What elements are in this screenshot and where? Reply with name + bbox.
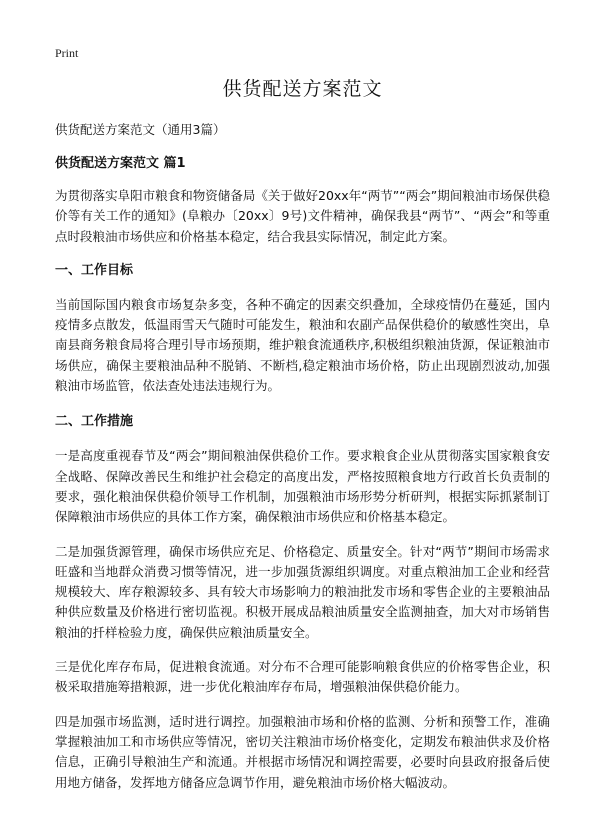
measure-paragraph-2: 二是加强货源管理，确保市场供应充足、价格稳定、质量安全。针对“两节”期间市场需求旺盛和当地群众消费习惯等情况，进一步加强货源组织调度。对重点粮油加工企业和经营规模较大、库存粮源较多、具有较大市场影响力的粮油批发市场和零售企业的主要粮油品种供应数量及价格进行密切监视。积极开展成品粮油质量安全监测抽查，加大对市场销售粮油的扦样检验力度，确保供应粮油质量安全。 <box>55 543 550 640</box>
measure-paragraph-1: 一是高度重视春节及“两会”期间粮油保供稳价工作。要求粮食企业从贯彻落实国家粮食安全战略、保障改善民生和维护社会稳定的高度出发，严格按照粮食地方行政首长负责制的要求，强化粮油保供稳价领导工作机制，加强粮油市场形势分析研判，根据实际抓紧制订保障粮油市场供应的具体工作方案，确保粮油市场供应和价格基本稳定。 <box>55 448 550 525</box>
measure-paragraph-4: 四是加强市场监测，适时进行调控。加强粮油市场和价格的监测、分析和预警工作，准确掌握粮油加工和市场供应等情况，密切关注粮油市场价格变化，定期发布粮油供求及价格信息，正确引导粮油生产和流通。并根据市场情况和调控需要，必要时向县政府报备后使用地方储备，发挥地方储备应急调节作用，避免粮油市场价格大幅波动。 <box>55 713 550 790</box>
document-title: 供货配送方案范文 <box>222 78 383 100</box>
intro-paragraph: 为贯彻落实阜阳市粮食和物资储备局《关于做好20xx年“两节”“两会”期间粮油市场保供稳价等有关工作的通知》(阜粮办〔20xx〕9号)文件精神，确保我县“两节”、“两会”和等重点时段粮油市场供应和价格基本稳定，结合我县实际情况，制定此方案。 <box>55 188 550 244</box>
section-heading-goals: 一、工作目标 <box>55 262 134 278</box>
goals-paragraph: 当前国际国内粮食市场复杂多变，各种不确定的因素交织叠加，全球疫情仍在蔓延，国内疫情多点散发，低温雨雪天气随时可能发生，粮油和农副产品保供稳价的敏感性突出，阜南县商务粮食局将合理引导市场预期，维护粮食流通秩序,积极组织粮油货源，保证粮油市场供应，确保主要粮油品种不脱销、不断档,稳定粮油市场价格，防止出现剧烈波动,加强粮油市场监管，依法查处违法违规行为。 <box>55 296 550 394</box>
section-heading-measures: 二、工作措施 <box>55 414 134 430</box>
print-link[interactable]: Print <box>55 46 79 60</box>
document-subtitle: 供货配送方案范文（通用3篇） <box>55 122 226 137</box>
article-heading: 供货配送方案范文 篇1 <box>55 156 186 171</box>
measure-paragraph-3: 三是优化库存布局，促进粮食流通。对分布不合理可能影响粮食供应的价格零售企业，积极采取措施筹措粮源，进一步优化粮油库存布局，增强粮油保供稳价能力。 <box>55 659 550 695</box>
document-body <box>55 76 550 807</box>
